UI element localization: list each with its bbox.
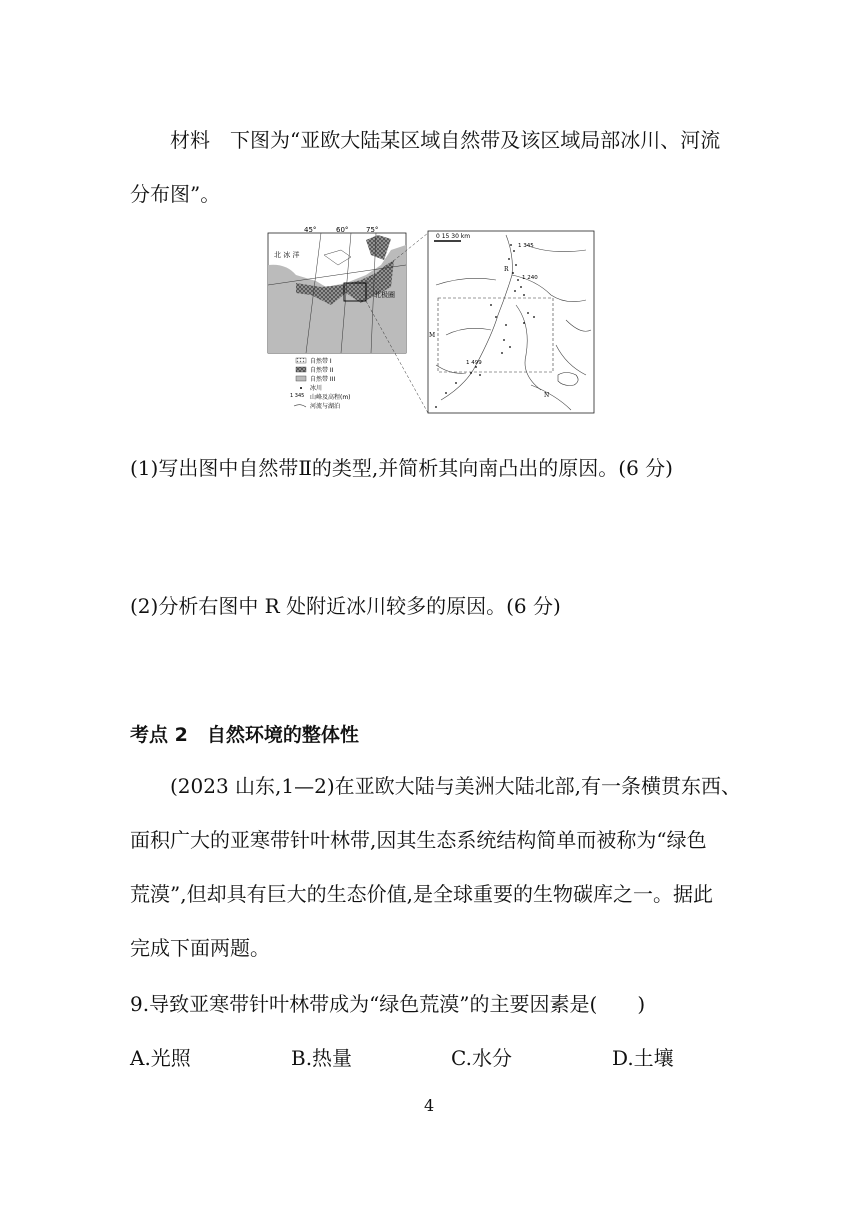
q9-option-d: D.土壤 xyxy=(612,1046,674,1070)
label-N: N xyxy=(544,392,550,399)
legend xyxy=(290,357,351,410)
passage-line-2: 面积广大的亚寒带针叶林带,因其生态系统结构简单而被称为“绿色 xyxy=(130,828,707,852)
sea-label: 北 冰 洋 xyxy=(274,251,300,259)
question-2: (2)分析右图中 R 处附近冰川较多的原因。(6 分) xyxy=(130,594,561,618)
q9-stem: 9.导致亚寒带针叶林带成为“绿色荒漠”的主要因素是( ) xyxy=(130,992,646,1016)
section-title: 考点 2 自然环境的整体性 xyxy=(130,724,359,746)
height-1240: 1 240 xyxy=(522,275,538,281)
lon-label-75: 75° xyxy=(366,226,379,234)
legend-zone-2: 自然带 II xyxy=(310,367,334,374)
lon-label-45: 45° xyxy=(304,226,317,234)
material-line-2: 分布图”。 xyxy=(130,182,221,206)
passage-line-4: 完成下面两题。 xyxy=(130,936,270,960)
label-R: R xyxy=(504,266,509,273)
right-map xyxy=(428,231,594,413)
page-number: 4 xyxy=(424,1096,435,1115)
lon-label-60: 60° xyxy=(336,226,349,234)
legend-peak: 山峰及高程(m) xyxy=(310,394,351,401)
label-M: M xyxy=(429,332,436,339)
height-1499: 1 499 xyxy=(466,360,482,366)
map-figure xyxy=(266,225,596,415)
q9-option-a: A.光照 xyxy=(130,1046,191,1070)
q9-option-c: C.水分 xyxy=(451,1046,512,1070)
passage-line-1: (2023 山东,1—2)在亚欧大陆与美洲大陆北部,有一条横贯东西、 xyxy=(170,774,742,798)
arctic-circle-label: 北极圈 xyxy=(374,291,395,299)
passage-line-3: 荒漠”,但却具有巨大的生态价值,是全球重要的生物碳库之一。据此 xyxy=(130,882,713,906)
q9-option-b: B.热量 xyxy=(291,1046,353,1070)
legend-height-example: 1 345 xyxy=(290,393,305,399)
legend-zone-1: 自然带 I xyxy=(310,358,332,365)
material-line-1: 材料 下图为“亚欧大陆某区域自然带及该区域局部冰川、河流 xyxy=(170,128,721,152)
legend-zone-3: 自然带 III xyxy=(310,376,336,383)
question-1: (1)写出图中自然带Ⅱ的类型,并简析其向南凸出的原因。(6 分) xyxy=(130,456,673,480)
legend-river: 河流与湖泊 xyxy=(310,403,341,410)
legend-glacier: 冰川 xyxy=(310,385,323,392)
height-1345: 1 345 xyxy=(518,243,534,249)
scale-label: 0 15 30 km xyxy=(436,233,471,240)
